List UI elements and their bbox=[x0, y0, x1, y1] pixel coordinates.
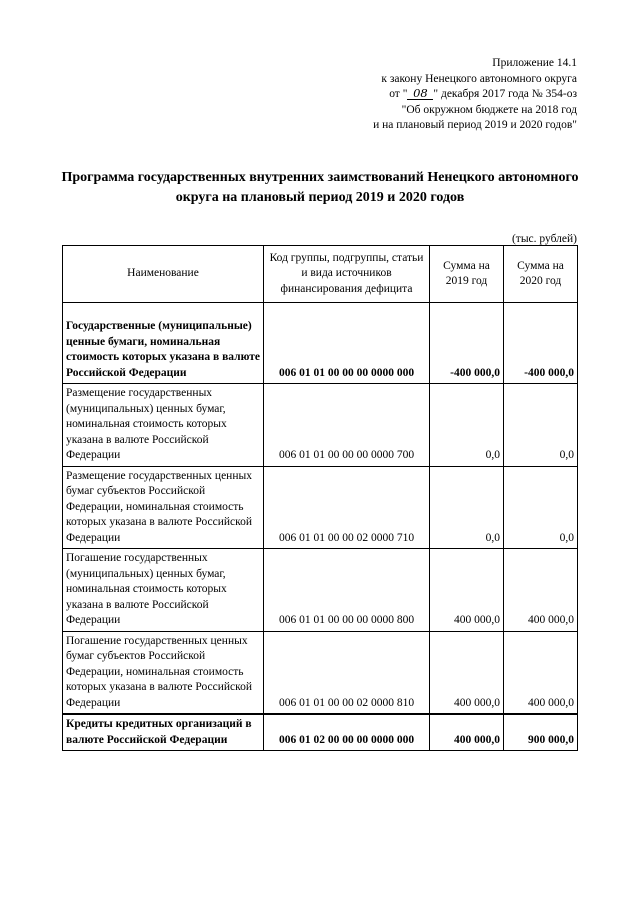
appendix-number: Приложение 14.1 bbox=[492, 57, 577, 69]
row-name: Государственные (муниципальные) ценные бумаги, номинальная стоимость которых указана в валюте Российской Федерации bbox=[63, 303, 264, 384]
appendix-date-line: от " 08 " декабря 2017 года № 354-оз bbox=[389, 86, 577, 100]
row-code: 006 01 01 00 00 00 0000 000 bbox=[264, 303, 430, 384]
row-sum-2020: 0,0 bbox=[504, 466, 578, 549]
table-row bbox=[63, 549, 578, 632]
row-sum-2020: 400 000,0 bbox=[504, 549, 578, 632]
row-sum-2020: 900 000,0 bbox=[504, 714, 578, 751]
row-sum-2020: 0,0 bbox=[504, 384, 578, 467]
row-sum-2019: 400 000,0 bbox=[430, 549, 504, 632]
units-label: (тыс. рублей) bbox=[511, 233, 577, 245]
row-sum-2019: -400 000,0 bbox=[430, 303, 504, 384]
row-code: 006 01 02 00 00 00 0000 000 bbox=[264, 714, 430, 751]
header-code: Код группы, подгруппы, статьи и вида источников финансирования дефицита bbox=[264, 246, 430, 303]
appendix-law-title-2: и на плановый период 2019 и 2020 годов" bbox=[373, 119, 577, 131]
header-name: Наименование bbox=[63, 246, 264, 303]
row-sum-2019: 400 000,0 bbox=[430, 714, 504, 751]
table-row bbox=[63, 466, 578, 549]
row-sum-2019: 0,0 bbox=[430, 466, 504, 549]
appendix-law-title-1: "Об окружном бюджете на 2018 год bbox=[401, 103, 577, 116]
row-name: Кредиты кредитных организаций в валюте Российской Федерации bbox=[63, 714, 264, 751]
handwritten-day: 08 bbox=[407, 87, 433, 100]
row-code: 006 01 01 00 00 02 0000 810 bbox=[264, 631, 430, 714]
header-sum-2019: Сумма на 2019 год bbox=[430, 246, 504, 303]
table-row bbox=[63, 303, 578, 384]
header-sum-2020: Сумма на 2020 год bbox=[504, 246, 578, 303]
table-header-row bbox=[63, 246, 578, 303]
table-row bbox=[63, 384, 578, 467]
table-row bbox=[63, 631, 578, 714]
row-code: 006 01 01 00 00 00 0000 700 bbox=[264, 384, 430, 467]
document-title: Программа государственных внутренних заимствований Ненецкого автономного округа на плановый период 2019 и 2020 годов bbox=[61, 170, 579, 205]
row-sum-2020: 400 000,0 bbox=[504, 631, 578, 714]
row-sum-2020: -400 000,0 bbox=[504, 303, 578, 384]
borrowing-program-table bbox=[62, 245, 578, 751]
row-name: Погашение государственных (муниципальных) ценных бумаг, номинальная стоимость которых указана в валюте Российской Федерации bbox=[63, 549, 264, 632]
row-name: Погашение государственных ценных бумаг субъектов Российской Федерации, номинальная стоимость которых указана в валюте Российской Федерации bbox=[63, 631, 264, 714]
row-code: 006 01 01 00 00 00 0000 800 bbox=[264, 549, 430, 632]
row-name: Размещение государственных (муниципальных) ценных бумаг, номинальная стоимость которых указана в валюте Российской Федерации bbox=[63, 384, 264, 467]
table-row bbox=[63, 714, 578, 751]
row-sum-2019: 0,0 bbox=[430, 384, 504, 467]
row-code: 006 01 01 00 00 02 0000 710 bbox=[264, 466, 430, 549]
appendix-header bbox=[277, 56, 577, 134]
row-sum-2019: 400 000,0 bbox=[430, 631, 504, 714]
row-name: Размещение государственных ценных бумаг субъектов Российской Федерации, номинальная стоимость которых указана в валюте Российской Федерации bbox=[63, 466, 264, 549]
appendix-law-reference: к закону Ненецкого автономного округа bbox=[381, 72, 577, 85]
